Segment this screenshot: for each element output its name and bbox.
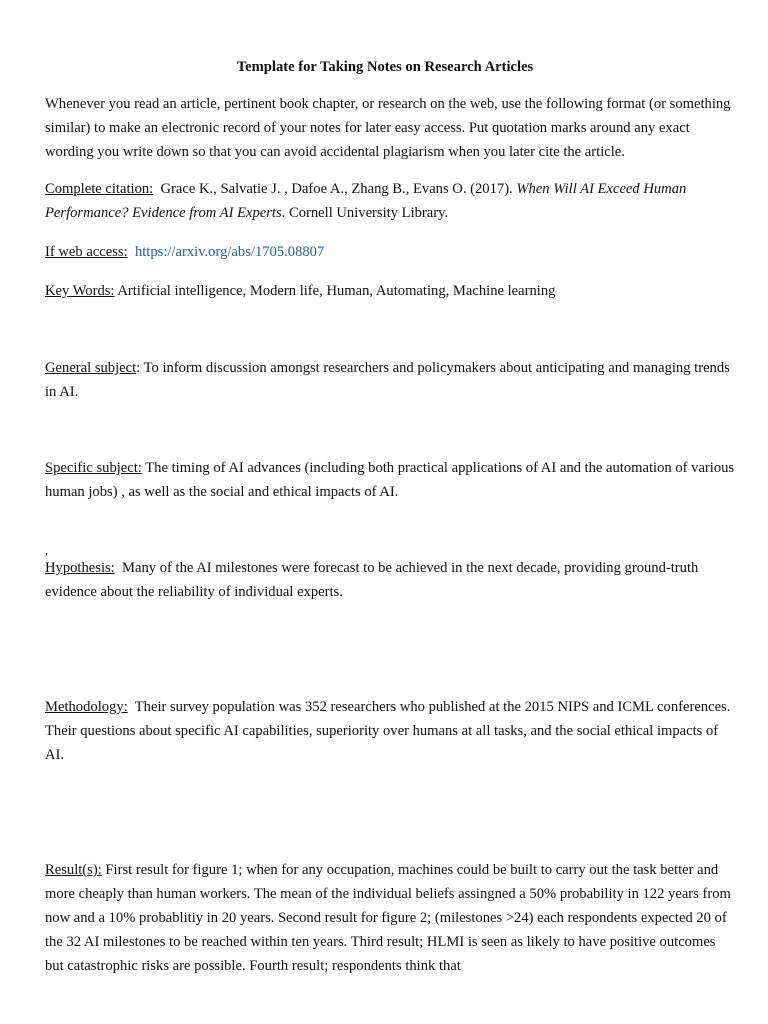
methodology-value: Their survey population was 352 researchers who published at the 2015 NIPS and ICML conferences. Their questions about specific AI capabilities, superiority over humans at all tasks, and the social ethical impacts of AI. [45, 699, 731, 763]
general-subject-value: : To inform discussion amongst researchers and policymakers about anticipating and managing trends in AI. [45, 360, 730, 400]
results-label: Result(s): [45, 862, 102, 878]
keywords-label: Key Words: [45, 283, 115, 299]
stray-comma: , [45, 543, 48, 557]
keywords-value: Artificial intelligence, Modern life, Human, Automating, Machine learning [117, 283, 556, 299]
hypothesis-label: Hypothesis: [45, 560, 115, 576]
general-subject-paragraph [45, 356, 735, 404]
citation-authors: Grace K., Salvatie J. , Dafoe A., Zhang B., Evans O. (2017). [160, 181, 513, 197]
methodology-paragraph [45, 695, 735, 767]
citation-paragraph [45, 177, 735, 225]
web-access-label: If web access: [45, 244, 128, 260]
web-access-paragraph [45, 240, 735, 264]
web-access-link[interactable]: https://arxiv.org/abs/1705.08807 [134, 244, 325, 260]
results-value: First result for figure 1; when for any occupation, machines could be built to carry out the task better and more cheaply than human workers. The mean of the individual beliefs assingned a 50% probability in 122 years from now and a 10% probablitiy in 20 years. Second result for figure 2; (milestones >24) each respondents expected 20 of the 32 AI milestones to be reached within ten years. Third result; HLMI is seen as likely to have positive outcomes but catastrophic risks are possible. Fourth result; respondents think that [45, 862, 731, 974]
methodology-label: Methodology: [45, 699, 128, 715]
citation-label: Complete citation: [45, 181, 154, 197]
hypothesis-paragraph [45, 556, 735, 604]
citation-work-title: When Will AI Exceed Human Performance? Evidence from AI Experts [45, 181, 687, 221]
specific-subject-value: The timing of AI advances (including both practical applications of AI and the automation of various human jobs) , as well as the social and ethical impacts of AI. [45, 460, 735, 500]
hypothesis-value: Many of the AI milestones were forecast to be achieved in the next decade, providing ground-truth evidence about the reliability of individual experts. [45, 560, 699, 600]
citation-publisher: . Cornell University Library. [281, 205, 449, 221]
specific-subject-label: Specific subject: [45, 460, 142, 476]
intro-paragraph: Whenever you read an article, pertinent book chapter, or research on the web, use the following format (or something similar) to make an electronic record of your notes for later easy access. Put quotation marks around any exact wording you write down so that you can avoid accidental plagiarism when you later cite the article. [45, 96, 731, 160]
keywords-paragraph [45, 279, 735, 303]
specific-subject-paragraph [45, 456, 735, 504]
results-paragraph [45, 858, 735, 978]
general-subject-label: General subject [45, 360, 137, 376]
document-title: Template for Taking Notes on Research Articles [236, 59, 534, 75]
